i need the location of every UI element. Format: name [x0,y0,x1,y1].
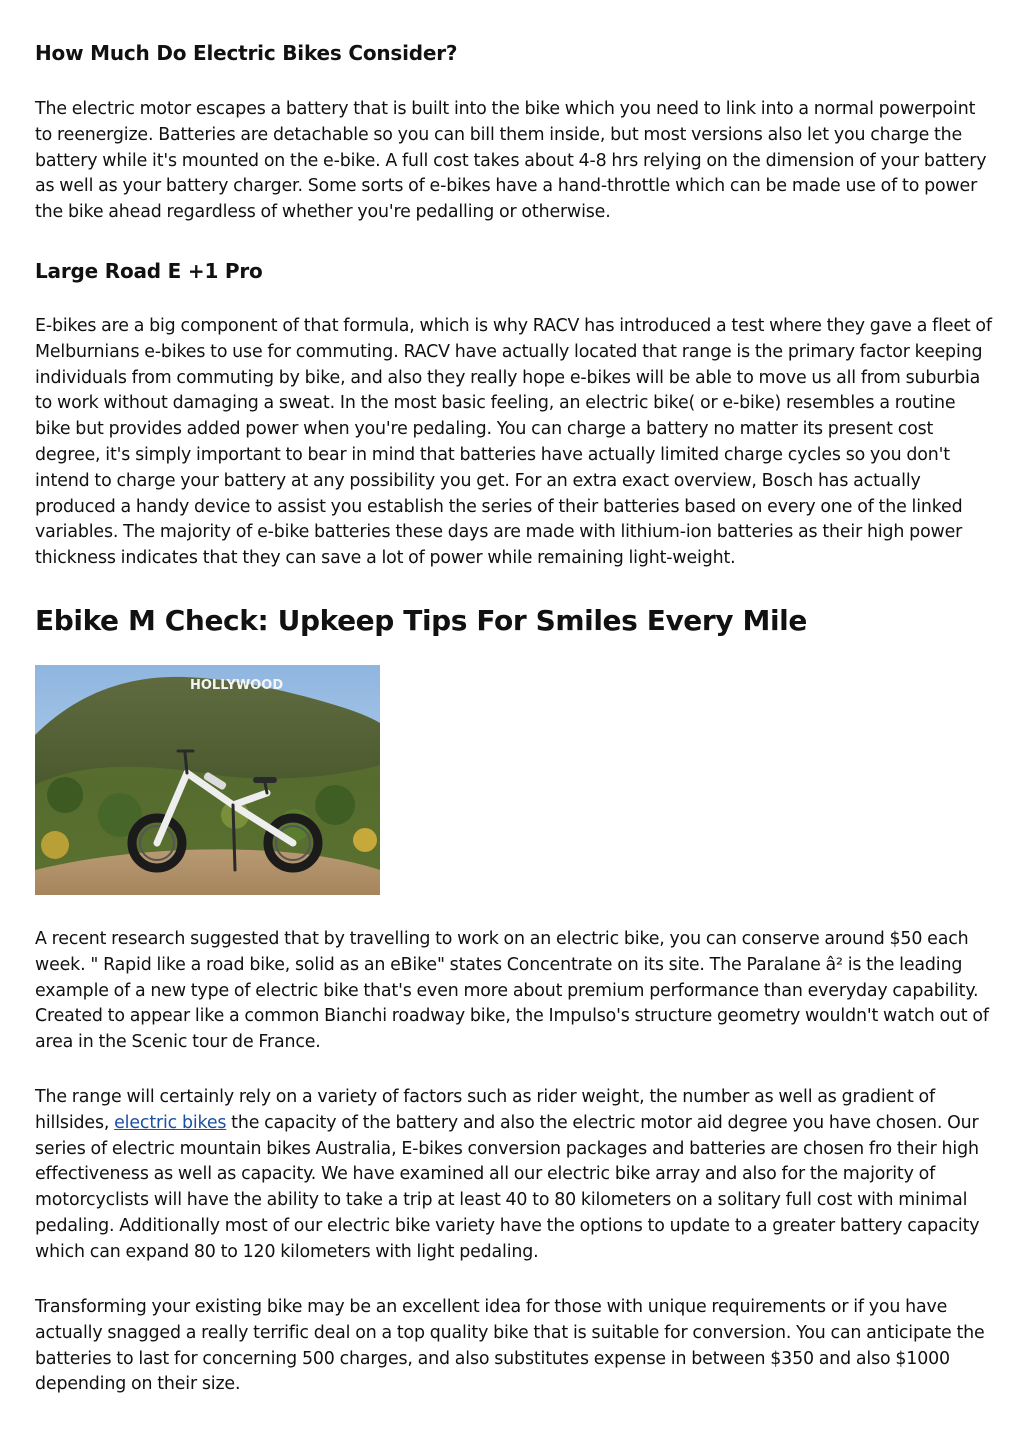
paragraph-conversion: Transforming your existing bike may be an excellent idea for those with unique requirements or if you have actually snagged a really terrific deal on a top quality bike that is suitable for conversion. You can anticipate the batteries to last for concerning 500 charges, and also substitutes expense in between $350 and also $1000 depending on their size. [35,1297,985,1395]
paragraph-research: A recent research suggested that by travelling to work on an electric bike, you can conserve around $50 each week. " Rapid like a road bike, solid as an eBike" states Concentrate on its site. The Paralane â² is the leading example of a new type of electric bike that's even more about premium performance than everyday capability. Created to appear like a common Bianchi roadway bike, the Impulso's structure geometry wouldn't watch out of area in the Scenic tour de France. [35,929,989,1053]
ebike-photo [35,665,380,895]
section-heading-consider: How Much Do Electric Bikes Consider? [35,41,458,65]
paragraph-commuting: E-bikes are a big component of that formula, which is why RACV has introduced a test where they gave a fleet of Melburnians e-bikes to use for commuting. RACV have actually located that range is the primary factor keeping individuals from commuting by bike, and also they really hope e-bikes will be able to move us all from suburbia to work without damaging a sweat. In the most basic feeling, an electric bike( or e-bike) resembles a routine bike but provides added power when you're pedaling. You can charge a battery no matter its present cost degree, it's simply important to bear in mind that batteries have actually limited charge cycles so you don't intend to charge your battery at any possibility you get. For an extra exact overview, Bosch has actually produced a handy device to assist you establish the series of their batteries based on every one of the linked variables. The majority of e-bike batteries these days are made with lithium-ion batteries as their high power thickness indicates that they can save a lot of power while remaining light-weight. [35,316,992,569]
hollywood-sign-text: HOLLYWOOD [190,678,284,693]
paragraph-range [35,1085,995,1266]
electric-bikes-link[interactable]: electric bikes [114,1112,227,1133]
paragraph-range-text-end: the capacity of the battery and also the electric motor aid degree you have chosen. Our series of electric mountain bikes Australia, E-bikes conversion packages and batteries are chosen fro their high effectiveness as well as capacity. We have examined all our electric bike array and also for the majority of motorcyclists will have the ability to take a trip at least 40 to 80 kilometers on a solitary full cost with minimal pedaling. Additionally most of our electric bike variety have the options to update to a greater battery capacity which can expand 80 to 120 kilometers with light pedaling. [35,1112,980,1262]
paragraph-battery: The electric motor escapes a battery that is built into the bike which you need to link into a normal powerpoint to reenergize. Batteries are detachable so you can bill them inside, but most versions also let you charge the battery while it's mounted on the e-bike. A full cost takes about 4-8 hrs relying on the dimension of your battery as well as your battery charger. Some sorts of e-bikes have a hand-throttle which can be made use of to power the bike ahead regardless of whether you're pedalling or otherwise. [35,99,987,223]
section-heading-road-pro: Large Road E +1 Pro [35,259,263,283]
paragraph-range-text-start: The range will certainly rely on a variety of factors such as rider weight, the number as well as gradient of hillsides, [35,1087,935,1133]
main-heading-ebike-check: Ebike M Check: Upkeep Tips For Smiles Every Mile [35,604,807,637]
